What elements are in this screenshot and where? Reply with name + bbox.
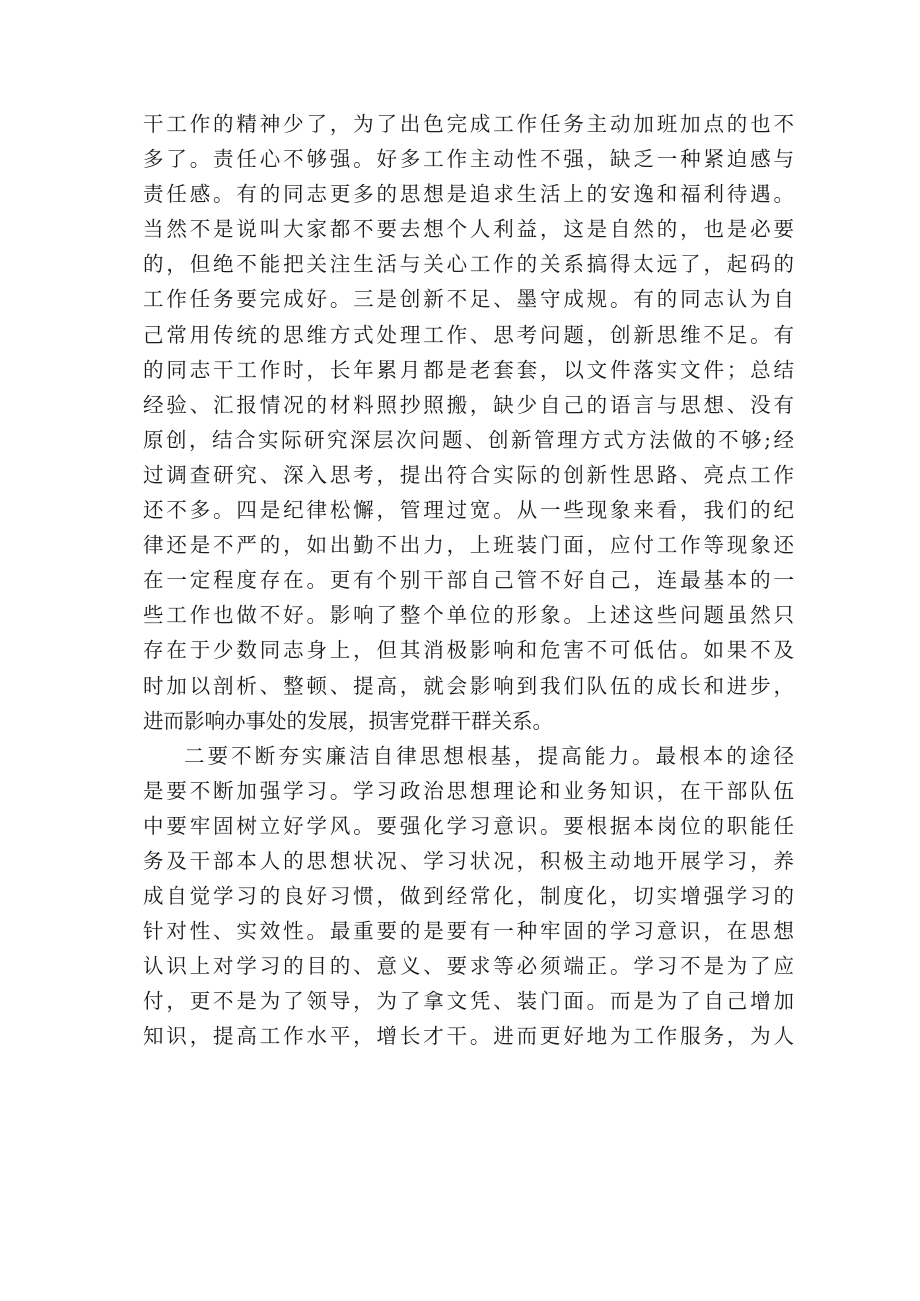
text-line: 的，但绝不能把关注生活与关心工作的关系搞得太远了，起码的 — [143, 252, 794, 277]
text-line: 律还是不严的，如出勤不出力，上班装门面，应付工作等现象还 — [143, 533, 794, 558]
text-line: 认识上对学习的目的、意义、要求等必须端正。学习不是为了应 — [143, 954, 794, 979]
text-line: 进而影响办事处的发展，损害党群干群关系。 — [143, 708, 553, 733]
text-line: 针对性、实效性。最重要的是要有一种牢固的学习意识，在思想 — [143, 919, 794, 944]
text-line: 还不多。四是纪律松懈，管理过宽。从一些现象来看，我们的纪 — [143, 498, 794, 523]
text-line: 工作任务要完成好。三是创新不足、墨守成规。有的同志认为自 — [143, 287, 794, 312]
text-line: 当然不是说叫大家都不要去想个人利益，这是自然的，也是必要 — [143, 217, 794, 242]
paragraph-2 — [143, 739, 794, 1055]
text-line: 些工作也做不好。影响了整个单位的形象。上述这些问题虽然只 — [143, 603, 794, 628]
text-line: 己常用传统的思维方式处理工作、思考问题，创新思维不足。有 — [143, 322, 794, 347]
text-line: 成自觉学习的良好习惯，做到经常化，制度化，切实增强学习的 — [143, 884, 794, 909]
text-line: 过调查研究、深入思考，提出符合实际的创新性思路、亮点工作 — [143, 462, 794, 487]
text-line: 务及干部本人的思想状况、学习状况，积极主动地开展学习，养 — [143, 848, 794, 873]
text-line: 的同志干工作时，长年累月都是老套套，以文件落实文件；总结 — [143, 357, 794, 382]
text-line: 时加以剖析、整顿、提高，就会影响到我们队伍的成长和进步， — [143, 673, 794, 698]
text-line: 在一定程度存在。更有个别干部自己管不好自己，连最基本的一 — [143, 568, 794, 593]
text-line: 付，更不是为了领导，为了拿文凭、装门面。而是为了自己增加 — [143, 989, 794, 1014]
paragraph-1 — [143, 107, 794, 739]
document-body — [143, 107, 794, 1055]
text-line: 二要不断夯实廉洁自律思想根基，提高能力。最根本的途径 — [184, 743, 794, 768]
text-line: 存在于少数同志身上，但其消极影响和危害不可低估。如果不及 — [143, 638, 794, 663]
text-line: 经验、汇报情况的材料照抄照搬，缺少自己的语言与思想、没有 — [143, 392, 794, 417]
text-line: 是要不断加强学习。学习政治思想理论和业务知识，在干部队伍 — [143, 778, 794, 803]
text-line: 多了。责任心不够强。好多工作主动性不强，缺乏一种紧迫感与 — [143, 147, 794, 172]
text-line: 知识，提高工作水平，增长才干。进而更好地为工作服务，为人 — [143, 1024, 794, 1049]
text-line: 责任感。有的同志更多的思想是追求生活上的安逸和福利待遇。 — [143, 182, 794, 207]
text-line: 干工作的精神少了，为了出色完成工作任务主动加班加点的也不 — [143, 112, 794, 136]
text-line: 中要牢固树立好学风。要强化学习意识。要根据本岗位的职能任 — [143, 813, 794, 838]
text-line: 原创，结合实际研究深层次问题、创新管理方式方法做的不够;经 — [143, 427, 794, 452]
